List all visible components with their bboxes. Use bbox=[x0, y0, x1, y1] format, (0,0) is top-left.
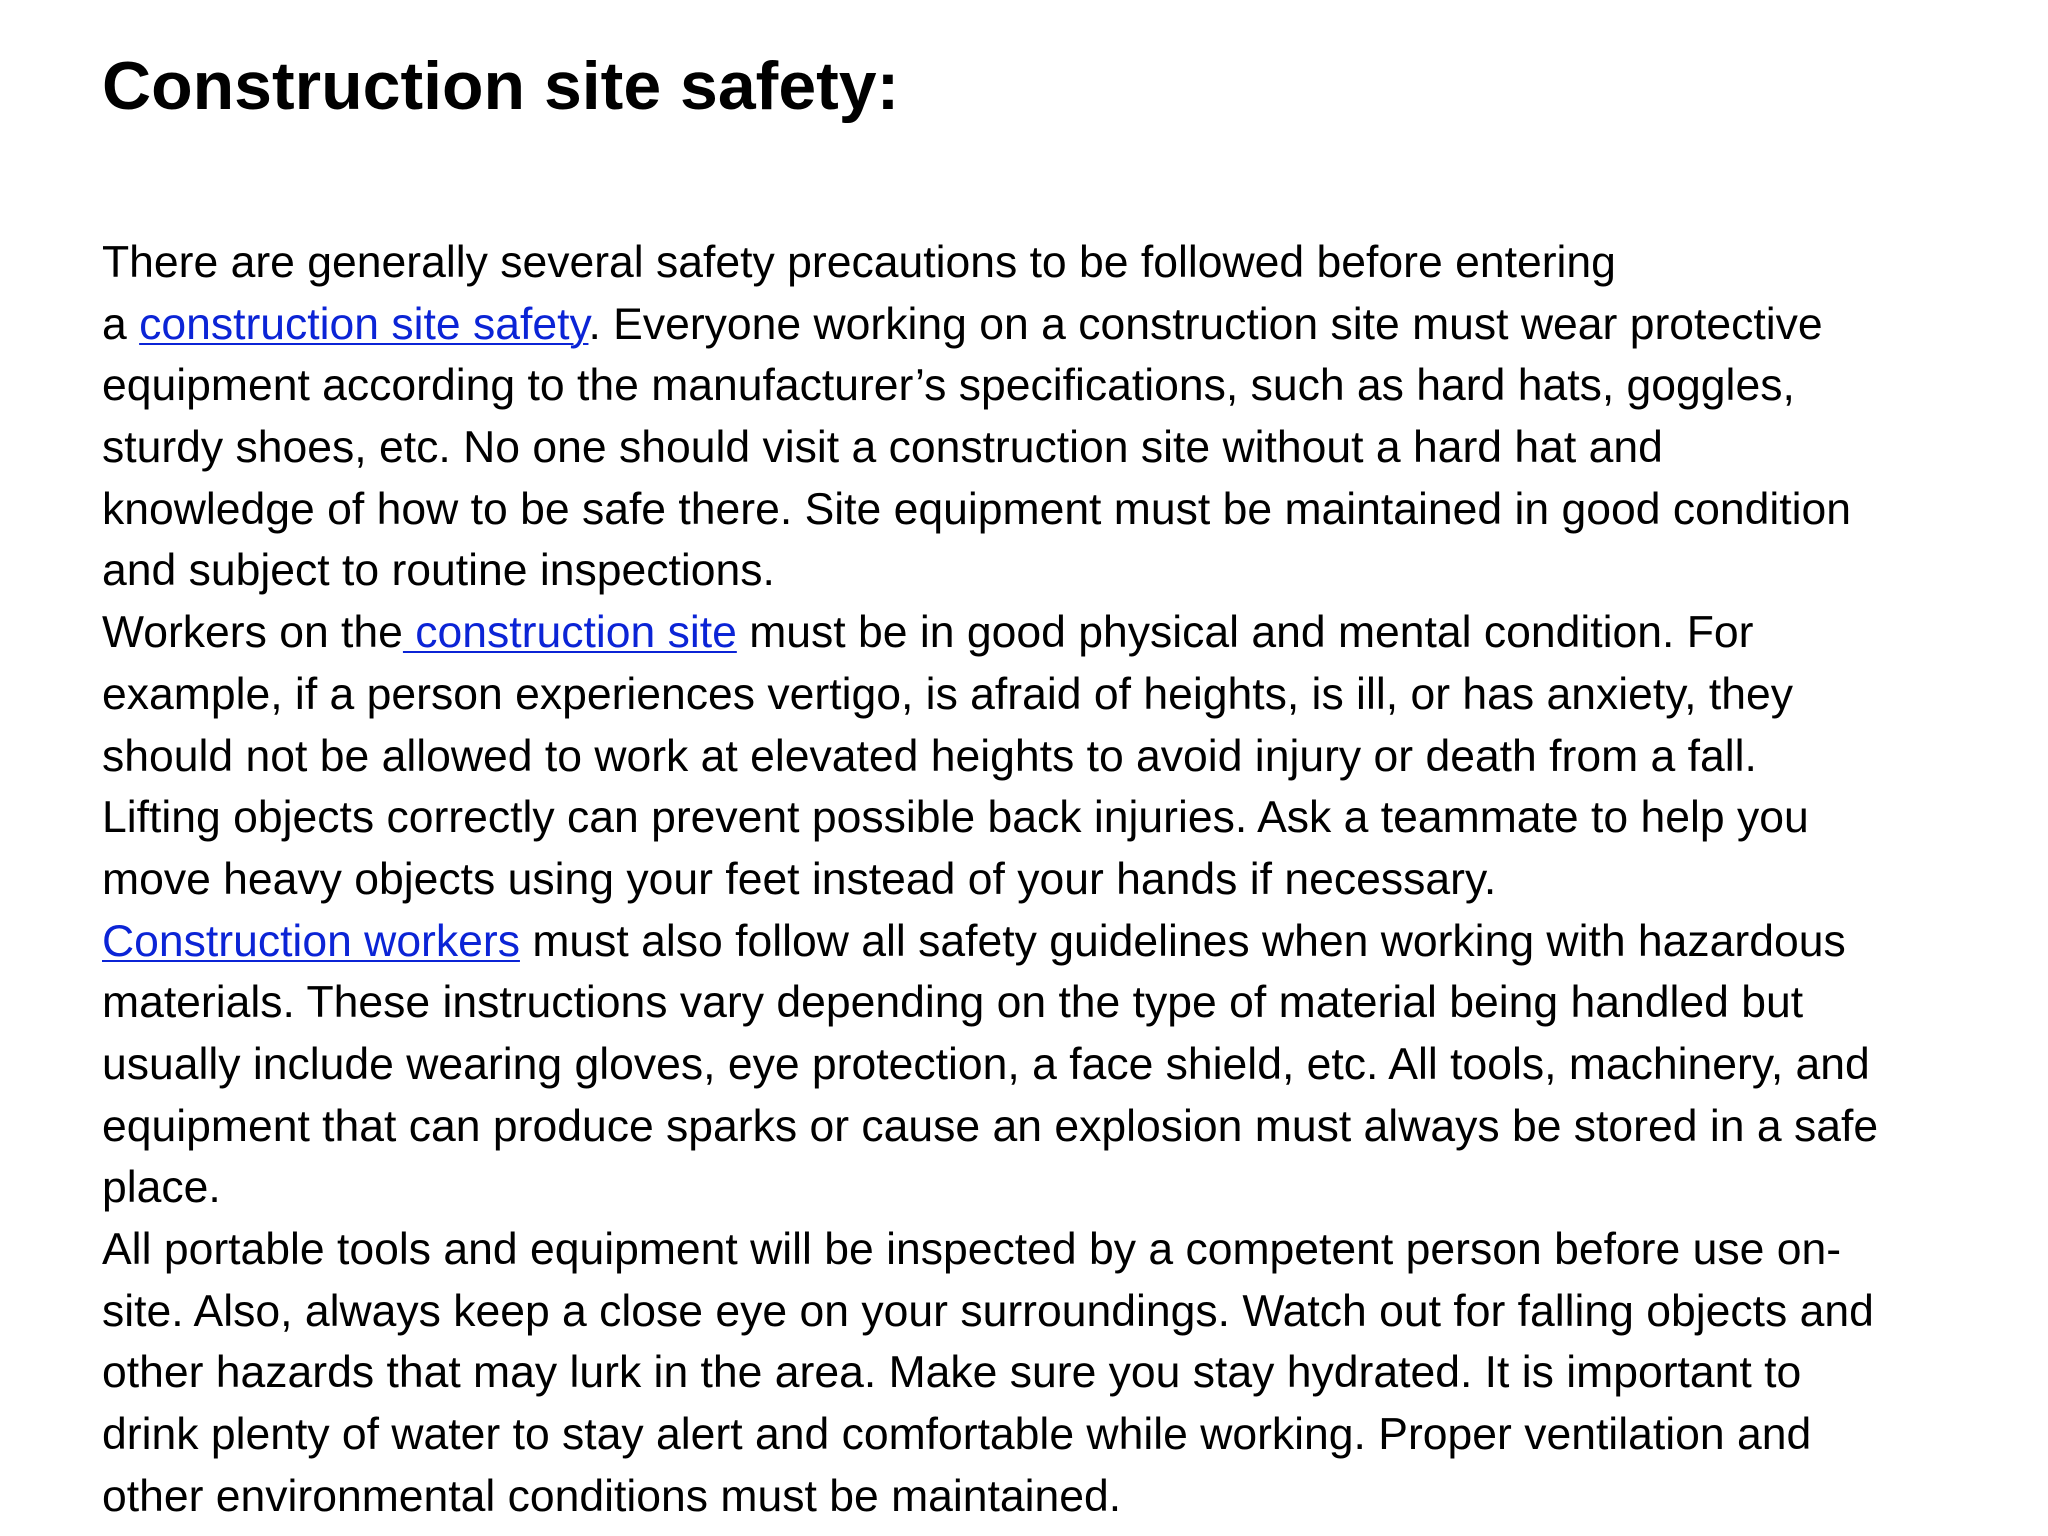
text-line: example, if a person experiences vertigo, is afraid of heights, is ill, or has anxiety, they bbox=[102, 669, 1794, 719]
text-line: equipment that can produce sparks or cause an explosion must always be stored in a safe bbox=[102, 1101, 1879, 1151]
text-segment: must be in good physical and mental condition. For bbox=[736, 608, 1754, 658]
construction-site-link[interactable]: construction site bbox=[402, 608, 737, 658]
text-line: materials. These instructions vary depending on the type of material being handled but bbox=[102, 978, 1804, 1028]
text-line: drink plenty of water to stay alert and comfortable while working. Proper ventilation and bbox=[102, 1410, 1812, 1460]
text-line: and subject to routine inspections. bbox=[102, 546, 775, 596]
text-line: move heavy objects using your feet instead of your hands if necessary. bbox=[102, 854, 1497, 904]
text-line: There are generally several safety precautions to be followed before entering bbox=[102, 238, 1616, 287]
text-line bbox=[102, 911, 2032, 973]
text-line bbox=[102, 294, 2032, 356]
text-line: place. bbox=[102, 1163, 221, 1213]
text-line: other environmental conditions must be maintained. bbox=[102, 1471, 1122, 1521]
construction-site-safety-link[interactable]: construction site safety bbox=[139, 299, 589, 349]
text-line: should not be allowed to work at elevated heights to avoid injury or death from a fall. bbox=[102, 731, 1757, 781]
text-line: sturdy shoes, etc. No one should visit a construction site without a hard hat and bbox=[102, 423, 1663, 473]
body-text bbox=[102, 232, 2032, 1527]
text-line: usually include wearing gloves, eye protection, a face shield, etc. All tools, machinery, and bbox=[102, 1039, 1870, 1089]
text-segment: must also follow all safety guidelines when working with hazardous bbox=[519, 916, 1846, 966]
text-line: site. Also, always keep a close eye on your surroundings. Watch out for falling objects and bbox=[102, 1286, 1874, 1336]
text-segment: . Everyone working on a construction site must wear protective bbox=[588, 299, 1823, 349]
text-line: knowledge of how to be safe there. Site equipment must be maintained in good condition bbox=[102, 484, 1851, 534]
text-line: other hazards that may lurk in the area. Make sure you stay hydrated. It is important to bbox=[102, 1348, 1802, 1398]
page-title: Construction site safety: bbox=[102, 48, 900, 124]
text-segment: Workers on the bbox=[102, 608, 403, 658]
text-segment: a bbox=[102, 299, 140, 349]
text-line: Lifting objects correctly can prevent possible back injuries. Ask a teammate to help you bbox=[102, 793, 1809, 843]
text-line: equipment according to the manufacturer’s specifications, such as hard hats, goggles, bbox=[102, 361, 1795, 411]
text-line bbox=[102, 602, 2032, 664]
construction-workers-link[interactable]: Construction workers bbox=[102, 916, 520, 966]
text-line: All portable tools and equipment will be inspected by a competent person before use on- bbox=[102, 1225, 1842, 1274]
